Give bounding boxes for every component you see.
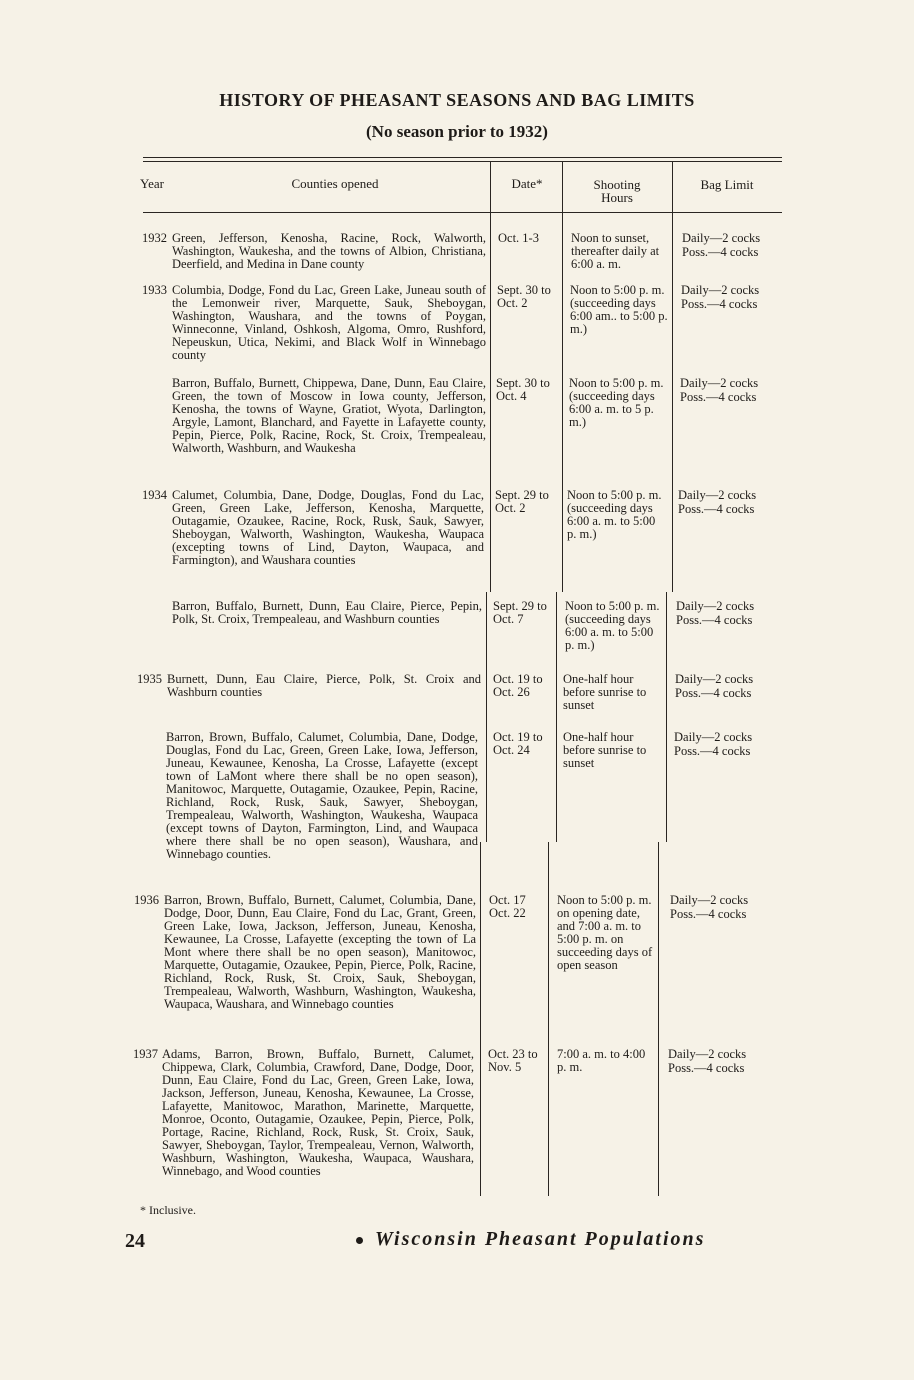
column-divider (556, 592, 557, 842)
row-bag-daily: Daily—2 cocks (670, 893, 749, 907)
row-date: Sept. 29 to Oct. 7 (493, 599, 547, 626)
row-bag-poss: Poss.—4 cocks (682, 245, 759, 259)
page-subtitle: (No season prior to 1932) (366, 122, 548, 141)
column-divider (562, 212, 563, 592)
footer-title-text: Wisconsin Pheasant Populations (375, 1228, 706, 1250)
row-counties: Columbia, Dodge, Fond du Lac, Green Lake, Juneau south of the Lemonweir river, Marquette, Sauk, Sheboygan, Washington, Waushara, and the towns of Poygan, Winneconne, Vinland, Oshkosh, Algoma, Omro, Rushford, Nepeuskun, Utica, Nekimi, and Black Wolf in Winnebago county (172, 283, 486, 362)
table-top-rule-inner (143, 161, 782, 162)
row-hours: Noon to 5:00 p. m. (succeeding days 6:00 a. m. to 5 p. m.) (569, 376, 664, 429)
bullet-icon (356, 1237, 363, 1244)
footnote: * Inclusive. (140, 1203, 196, 1217)
row-date: Sept. 30 to Oct. 4 (496, 376, 550, 403)
row-counties: Burnett, Dunn, Eau Claire, Pierce, Polk, St. Croix and Washburn counties (167, 672, 481, 699)
column-divider (672, 212, 673, 592)
column-divider (672, 162, 673, 212)
row-bag-daily: Daily—2 cocks (682, 231, 761, 245)
row-bag-poss: Poss.—4 cocks (676, 613, 753, 627)
header-bottom-rule (143, 212, 782, 213)
row-counties: Adams, Barron, Brown, Buffalo, Burnett, Calumet, Chippewa, Clark, Columbia, Crawford, Dane, Dodge, Door, Dunn, Eau Claire, Fond du Lac, Green, Green Lake, Iowa, Jackson, Jefferson, Juneau, Kenosha, Kewaunee, La Crosse, Lafayette, Manitowoc, Marathon, Marinette, Marquette, Monroe, Oconto, Outagamie, Ozaukee, Pepin, Pierce, Polk, Portage, Racine, Richland, Rock, Rusk, St. Croix, Sauk, Sawyer, Sheboygan, Taylor, Trempealeau, Vernon, Walworth, Washburn, Washington, Waukesha, Waupaca, Waushara, Winnebago, and Wood counties (162, 1047, 474, 1178)
row-bag-daily: Daily—2 cocks (681, 283, 760, 297)
row-hours: Noon to 5:00 p. m. (succeeding days 6:00 a. m. to 5:00 p. m.) (565, 599, 660, 652)
row-counties: Barron, Brown, Buffalo, Burnett, Calumet, Columbia, Dane, Dodge, Door, Dunn, Eau Claire, Fond du Lac, Grant, Green, Green Lake, Iowa, Jackson, Jefferson, Juneau, Kenosha, Kewaunee, La Crosse, Lafayette (excepting the town of La Mont where there shall be no open season), Manitowoc, Marquette, Outagamie, Ozaukee, Pepin, Pierce, Polk, Racine, Richland, Rock, Rusk, St. Croix, Sauk, Sheboygan, Trempealeau, Walworth, Washburn, Washington, Waukesha, Waupaca, Waushara, and Winnebago counties (164, 893, 476, 1011)
column-divider (666, 592, 667, 842)
row-hours: Noon to 5:00 p. m. on opening date, and 7:00 a. m. to 5:00 p. m. on succeeding days of open season (557, 893, 653, 972)
row-date: Oct. 23 to Nov. 5 (488, 1047, 538, 1074)
row-bag-poss: Poss.—4 cocks (670, 907, 747, 921)
page-title: HISTORY OF PHEASANT SEASONS AND BAG LIMITS (219, 90, 695, 110)
row-date: Oct. 19 to Oct. 24 (493, 730, 543, 757)
column-divider (562, 162, 563, 212)
row-hours: Noon to 5:00 p. m. (succeeding days 6:00 a. m. to 5:00 p. m.) (567, 488, 662, 541)
row-year: 1932 (142, 231, 167, 245)
row-hours: One-half hour before sunrise to sunset (563, 730, 647, 770)
row-counties: Barron, Buffalo, Burnett, Dunn, Eau Claire, Pierce, Pepin, Polk, St. Croix, Trempealeau, and Washburn counties (172, 599, 482, 626)
header-bag-limit: Bag Limit (700, 177, 754, 192)
row-counties: Barron, Buffalo, Burnett, Chippewa, Dane, Dunn, Eau Claire, Green, the town of Moscow in Iowa county, Jefferson, Kenosha, the towns of Wayne, Gratiot, Wyota, Darlington, Argyle, Lamont, Blanchard, and Fayette in Lafayette county, Pepin, Pierce, Polk, Racine, Rock, St. Croix, Trempealeau, Walworth, Washburn, and Waukesha (172, 376, 486, 455)
row-bag-daily: Daily—2 cocks (675, 672, 754, 686)
row-bag-daily: Daily—2 cocks (678, 488, 757, 502)
row-bag-poss: Poss.—4 cocks (675, 686, 752, 700)
row-year: 1935 (137, 672, 162, 686)
row-bag-poss: Poss.—4 cocks (674, 744, 751, 758)
row-hours: Noon to 5:00 p. m. (succeeding days 6:00 am.. to 5:00 p. m.) (570, 283, 668, 336)
row-bag-poss: Poss.—4 cocks (678, 502, 755, 516)
header-year: Year (140, 176, 164, 191)
row-hours: One-half hour before sunrise to sunset (563, 672, 647, 712)
row-year: 1936 (134, 893, 159, 907)
row-hours: 7:00 a. m. to 4:00 p. m. (557, 1047, 646, 1074)
row-bag-daily: Daily—2 cocks (668, 1047, 747, 1061)
row-bag-daily: Daily—2 cocks (676, 599, 755, 613)
row-counties: Barron, Brown, Buffalo, Calumet, Columbia, Dane, Dodge, Douglas, Fond du Lac, Green, Green Lake, Iowa, Jefferson, Juneau, Kewaunee, Kenosha, La Crosse, Lafayette (except town of LaMont where there shall be no open season), Manitowoc, Marquette, Outagamie, Ozaukee, Pepin, Racine, Richland, Rock, Rusk, Sauk, Sawyer, Sheboygan, Trempealeau, Walworth, Washington, Waukesha, Waupaca (except towns of Dayton, Farmington, Lind, and Waupaca where there shall be no open season), Waushara, and Winnebago counties. (166, 730, 478, 861)
row-counties: Calumet, Columbia, Dane, Dodge, Douglas, Fond du Lac, Green, Green Lake, Jefferson, Kenosha, Marquette, Outagamie, Ozaukee, Racine, Rock, Rusk, Sauk, Sawyer, Sheboygan, Walworth, Washington, Waukesha, Waupaca (excepting towns of Lind, Dayton, Waupaca, and Farmington), and Waushara counties (172, 488, 484, 567)
row-year: 1934 (142, 488, 167, 502)
table-top-rule (143, 157, 782, 158)
header-hours-line1: Shooting (593, 177, 641, 192)
footer-running-title (356, 1228, 705, 1251)
row-year: 1933 (142, 283, 167, 297)
row-year: 1937 (133, 1047, 158, 1061)
row-date: Oct. 1-3 (498, 231, 539, 245)
row-date: Oct. 17 Oct. 22 (489, 893, 526, 920)
row-bag-poss: Poss.—4 cocks (680, 390, 757, 404)
row-bag-poss: Poss.—4 cocks (668, 1061, 745, 1075)
row-counties: Green, Jefferson, Kenosha, Racine, Rock, Walworth, Washington, Waukesha, and the towns of Albion, Christiana, Deerfield, and Medina in Dane county (172, 231, 486, 271)
column-divider (486, 592, 487, 842)
row-date: Sept. 29 to Oct. 2 (495, 488, 549, 515)
row-bag-daily: Daily—2 cocks (674, 730, 753, 744)
column-divider (658, 842, 659, 1196)
header-counties: Counties opened (291, 176, 379, 191)
row-date: Oct. 19 to Oct. 26 (493, 672, 543, 699)
header-date: Date* (511, 176, 543, 191)
row-date: Sept. 30 to Oct. 2 (497, 283, 551, 310)
column-divider (490, 212, 491, 592)
row-hours: Noon to sunset, thereafter daily at 6:00 a. m. (571, 231, 660, 271)
row-bag-poss: Poss.—4 cocks (681, 297, 758, 311)
column-divider (490, 162, 491, 212)
column-divider (548, 842, 549, 1196)
page-number: 24 (125, 1230, 145, 1252)
header-hours-line2: Hours (601, 190, 633, 205)
row-bag-daily: Daily—2 cocks (680, 376, 759, 390)
column-divider (480, 842, 481, 1196)
